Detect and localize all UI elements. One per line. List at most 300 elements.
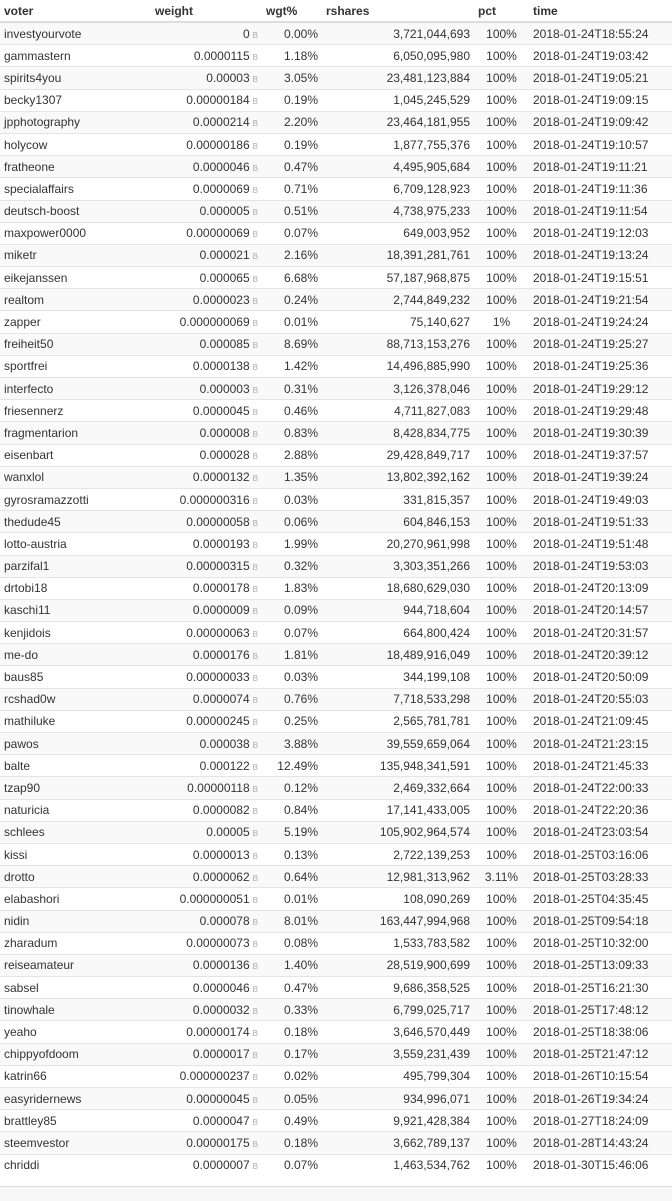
table-row [0,555,672,577]
weight-unit-label: B [252,1029,258,1039]
vote-weight [151,200,262,222]
vote-pct: 100% [474,466,529,488]
weight-unit-label: B [252,341,258,351]
table-row [0,488,672,510]
vote-weight-percent: 0.02% [262,1065,322,1087]
table-row [0,400,672,422]
vote-time: 2018-01-25T13:09:33 [529,954,672,976]
vote-time: 2018-01-24T19:11:36 [529,178,672,200]
vote-pct: 100% [474,755,529,777]
vote-rshares: 3,559,231,439 [322,1043,474,1065]
vote-rshares: 1,463,534,762 [322,1154,474,1176]
col-header-pct[interactable]: pct [474,0,529,22]
voter-name[interactable]: drtobi18 [0,577,151,599]
vote-weight-percent: 2.16% [262,244,322,266]
vote-pct: 100% [474,599,529,621]
vote-weight-percent: 12.49% [262,755,322,777]
weight-unit-label: B [252,385,258,395]
voter-name[interactable]: deutsch-boost [0,200,151,222]
vote-time: 2018-01-24T19:03:42 [529,45,672,67]
vote-pct: 1% [474,311,529,333]
voter-name[interactable]: pawos [0,733,151,755]
vote-weight [151,599,262,621]
voter-name[interactable]: chippyofdoom [0,1043,151,1065]
voter-name[interactable]: kenjidois [0,622,151,644]
vote-weight-percent: 0.06% [262,511,322,533]
vote-pct: 100% [474,799,529,821]
vote-rshares: 108,090,269 [322,888,474,910]
vote-rshares: 3,721,044,693 [322,22,474,45]
vote-weight [151,222,262,244]
vote-weight-value: 0.0000069 [192,181,250,196]
voter-name[interactable]: lotto-austria [0,533,151,555]
vote-weight-value: 0.00003 [206,70,250,85]
vote-weight-percent: 0.31% [262,378,322,400]
voter-name[interactable]: kaschi11 [0,599,151,621]
voter-name[interactable]: zapper [0,311,151,333]
vote-weight-value: 0.0000013 [192,847,250,862]
weight-unit-label: B [252,940,258,950]
vote-rshares: 20,270,961,998 [322,533,474,555]
vote-weight [151,466,262,488]
vote-weight [151,244,262,266]
voter-name[interactable]: sabsel [0,977,151,999]
weight-unit-label: B [252,296,258,306]
vote-weight-value: 0.00000073 [186,936,250,951]
table-row [0,688,672,710]
weight-unit-label: B [252,74,258,84]
vote-rshares: 2,744,849,232 [322,289,474,311]
weight-unit-label: B [252,185,258,195]
vote-weight-value: 0.00000186 [186,137,250,152]
vote-time: 2018-01-24T20:14:57 [529,599,672,621]
voter-name[interactable]: baus85 [0,666,151,688]
vote-time: 2018-01-24T23:03:54 [529,821,672,843]
vote-weight-percent: 0.03% [262,666,322,688]
voter-name[interactable]: becky1307 [0,89,151,111]
col-header-time[interactable]: time [529,0,672,22]
table-row [0,444,672,466]
vote-weight-value: 0.000000237 [179,1069,250,1084]
weight-unit-label: B [252,252,258,262]
voter-name[interactable]: spirits4you [0,67,151,89]
voter-name[interactable]: jpphotography [0,111,151,133]
vote-time: 2018-01-24T19:25:27 [529,333,672,355]
vote-weight-value: 0.0000007 [192,1158,250,1173]
vote-time: 2018-01-24T20:50:09 [529,666,672,688]
col-header-voter[interactable]: voter [0,0,151,22]
vote-pct: 100% [474,821,529,843]
table-row [0,1043,672,1065]
voter-name[interactable]: elabashori [0,888,151,910]
vote-weight-percent: 0.46% [262,400,322,422]
table-row [0,755,672,777]
table-row [0,67,672,89]
vote-pct: 100% [474,666,529,688]
vote-weight [151,666,262,688]
vote-weight-value: 0.000122 [199,758,250,773]
vote-weight-value: 0.000005 [199,204,250,219]
voter-name[interactable]: friesennerz [0,400,151,422]
voter-name[interactable]: me-do [0,644,151,666]
vote-rshares: 9,686,358,525 [322,977,474,999]
vote-weight [151,1065,262,1087]
vote-pct: 100% [474,1065,529,1087]
vote-time: 2018-01-24T19:21:54 [529,289,672,311]
vote-weight-percent: 1.40% [262,954,322,976]
vote-pct: 100% [474,200,529,222]
voter-name[interactable]: nidin [0,910,151,932]
voter-name[interactable]: kissi [0,843,151,865]
vote-weight-value: 0.0000176 [192,647,250,662]
vote-time: 2018-01-24T19:30:39 [529,422,672,444]
voter-name[interactable]: easyridernews [0,1088,151,1110]
vote-weight-value: 0.00000245 [186,714,250,729]
voter-name[interactable]: gammastern [0,45,151,67]
table-row [0,577,672,599]
voter-name[interactable]: mathiluke [0,710,151,732]
vote-time: 2018-01-24T19:39:24 [529,466,672,488]
weight-unit-label: B [252,230,258,240]
table-row [0,200,672,222]
vote-rshares: 28,519,900,699 [322,954,474,976]
vote-weight-percent: 1.18% [262,45,322,67]
vote-pct: 100% [474,999,529,1021]
vote-pct: 100% [474,156,529,178]
table-row [0,311,672,333]
weight-unit-label: B [252,1117,258,1127]
vote-weight-percent: 0.47% [262,156,322,178]
voter-name[interactable]: wanxlol [0,466,151,488]
vote-weight-value: 0.00005 [206,825,250,840]
vote-weight-value: 0.000085 [199,337,250,352]
vote-time: 2018-01-28T14:43:24 [529,1132,672,1154]
vote-rshares: 18,391,281,761 [322,244,474,266]
table-row [0,666,672,688]
vote-weight-value: 0.0000193 [192,536,250,551]
vote-weight-value: 0.000065 [199,270,250,285]
vote-weight-value: 0.0000017 [192,1047,250,1062]
weight-unit-label: B [252,1051,258,1061]
vote-weight [151,821,262,843]
vote-weight [151,267,262,289]
vote-weight [151,1021,262,1043]
vote-weight [151,1043,262,1065]
weight-unit-label: B [252,718,258,728]
vote-rshares: 14,496,885,990 [322,355,474,377]
weight-unit-label: B [252,1139,258,1149]
weight-unit-label: B [252,363,258,373]
vote-weight [151,1132,262,1154]
vote-pct: 100% [474,1110,529,1132]
vote-time: 2018-01-24T18:55:24 [529,22,672,45]
vote-pct: 100% [474,622,529,644]
weight-unit-label: B [252,873,258,883]
voter-name[interactable]: tinowhale [0,999,151,1021]
table-row [0,355,672,377]
vote-weight-value: 0.0000178 [192,581,250,596]
vote-weight [151,710,262,732]
vote-time: 2018-01-25T10:32:00 [529,932,672,954]
vote-weight-percent: 1.35% [262,466,322,488]
vote-time: 2018-01-24T19:10:57 [529,133,672,155]
table-row [0,866,672,888]
vote-rshares: 18,489,916,049 [322,644,474,666]
vote-weight-value: 0.0000062 [192,869,250,884]
table-row [0,222,672,244]
vote-pct: 100% [474,89,529,111]
weight-unit-label: B [252,674,258,684]
voter-name[interactable]: thedude45 [0,511,151,533]
voter-name[interactable]: investyourvote [0,22,151,45]
voter-name[interactable]: naturicia [0,799,151,821]
vote-weight-percent: 1.99% [262,533,322,555]
vote-time: 2018-01-25T18:38:06 [529,1021,672,1043]
vote-rshares: 7,718,533,298 [322,688,474,710]
vote-weight-percent: 0.09% [262,599,322,621]
weight-unit-label: B [252,30,258,40]
vote-rshares: 3,662,789,137 [322,1132,474,1154]
voter-name[interactable]: steemvestor [0,1132,151,1154]
voter-name[interactable]: rcshad0w [0,688,151,710]
vote-weight [151,910,262,932]
vote-weight-value: 0.0000082 [192,803,250,818]
voter-name[interactable]: realtom [0,289,151,311]
vote-rshares: 3,126,378,046 [322,378,474,400]
vote-weight [151,133,262,155]
weight-unit-label: B [252,1162,258,1172]
table-row [0,111,672,133]
vote-weight-percent: 0.47% [262,977,322,999]
table-row [0,378,672,400]
voter-name[interactable]: zharadum [0,932,151,954]
vote-rshares: 8,428,834,775 [322,422,474,444]
vote-weight [151,22,262,45]
vote-time: 2018-01-24T22:00:33 [529,777,672,799]
voter-name[interactable]: drotto [0,866,151,888]
vote-weight [151,355,262,377]
weight-unit-label: B [252,895,258,905]
vote-weight-value: 0.00000033 [186,670,250,685]
voter-name[interactable]: reiseamateur [0,954,151,976]
table-row [0,733,672,755]
vote-weight [151,400,262,422]
vote-rshares: 135,948,341,591 [322,755,474,777]
vote-rshares: 6,709,128,923 [322,178,474,200]
vote-pct: 100% [474,910,529,932]
vote-rshares: 57,187,968,875 [322,267,474,289]
voter-name[interactable]: katrin66 [0,1065,151,1087]
vote-time: 2018-01-24T19:11:21 [529,156,672,178]
vote-time: 2018-01-24T19:09:15 [529,89,672,111]
vote-weight [151,111,262,133]
vote-weight-percent: 8.01% [262,910,322,932]
vote-weight-percent: 0.33% [262,999,322,1021]
table-row [0,622,672,644]
vote-pct: 100% [474,932,529,954]
voter-name[interactable]: parzifal1 [0,555,151,577]
vote-pct: 100% [474,267,529,289]
voter-name[interactable]: chriddi [0,1154,151,1176]
vote-pct: 100% [474,777,529,799]
vote-rshares: 1,533,783,582 [322,932,474,954]
vote-pct: 100% [474,577,529,599]
vote-pct: 100% [474,444,529,466]
vote-weight-value: 0.00000045 [186,1091,250,1106]
vote-pct: 100% [474,533,529,555]
vote-time: 2018-01-24T19:53:03 [529,555,672,577]
vote-weight-percent: 0.07% [262,222,322,244]
weight-unit-label: B [252,319,258,329]
table-row [0,422,672,444]
vote-weight [151,888,262,910]
vote-time: 2018-01-30T15:46:06 [529,1154,672,1176]
vote-weight [151,954,262,976]
voter-name[interactable]: yeaho [0,1021,151,1043]
voter-name[interactable]: maxpower0000 [0,222,151,244]
vote-rshares: 4,495,905,684 [322,156,474,178]
table-row [0,599,672,621]
vote-weight-percent: 8.69% [262,333,322,355]
vote-rshares: 344,199,108 [322,666,474,688]
voter-name[interactable]: eisenbart [0,444,151,466]
vote-rshares: 1,045,245,529 [322,89,474,111]
table-row [0,1132,672,1154]
vote-time: 2018-01-24T20:31:57 [529,622,672,644]
vote-weight [151,311,262,333]
voter-name[interactable]: tzap90 [0,777,151,799]
voter-name[interactable]: gyrosramazzotti [0,488,151,510]
voter-name[interactable]: specialaffairs [0,178,151,200]
table-row [0,954,672,976]
table-row [0,178,672,200]
vote-weight-value: 0.000038 [199,736,250,751]
vote-weight [151,178,262,200]
table-row [0,999,672,1021]
voter-name[interactable]: freiheit50 [0,333,151,355]
vote-weight-percent: 0.01% [262,888,322,910]
weight-unit-label: B [252,829,258,839]
weight-unit-label: B [252,429,258,439]
vote-weight-percent: 0.01% [262,311,322,333]
vote-weight [151,555,262,577]
vote-weight [151,577,262,599]
vote-rshares: 39,559,659,064 [322,733,474,755]
voter-name[interactable]: sportfrei [0,355,151,377]
vote-time: 2018-01-24T19:37:57 [529,444,672,466]
vote-weight [151,533,262,555]
col-header-weight[interactable]: weight [151,0,262,22]
voter-name[interactable]: fratheone [0,156,151,178]
weight-unit-label: B [252,807,258,817]
vote-rshares: 2,565,781,781 [322,710,474,732]
vote-weight-value: 0.00000174 [186,1025,250,1040]
vote-weight-value: 0.00000069 [186,226,250,241]
vote-weight [151,622,262,644]
vote-pct: 100% [474,355,529,377]
vote-weight-percent: 0.64% [262,866,322,888]
voter-name[interactable]: holycow [0,133,151,155]
table-row [0,22,672,45]
vote-weight-percent: 0.19% [262,133,322,155]
vote-weight [151,977,262,999]
vote-pct: 100% [474,289,529,311]
col-header-rshares[interactable]: rshares [322,0,474,22]
vote-weight-percent: 0.17% [262,1043,322,1065]
vote-weight-percent: 0.18% [262,1132,322,1154]
table-row [0,267,672,289]
vote-rshares: 12,981,313,962 [322,866,474,888]
vote-rshares: 163,447,994,968 [322,910,474,932]
col-header-wgt-pct[interactable]: wgt% [262,0,322,22]
vote-weight-percent: 0.51% [262,200,322,222]
weight-unit-label: B [252,518,258,528]
vote-pct: 100% [474,1132,529,1154]
voter-name[interactable]: miketr [0,244,151,266]
voter-name[interactable]: eikejanssen [0,267,151,289]
weight-unit-label: B [252,97,258,107]
vote-weight-percent: 0.83% [262,422,322,444]
table-row [0,533,672,555]
vote-weight-percent: 0.00% [262,22,322,45]
vote-weight-value: 0.0000023 [192,292,250,307]
vote-rshares: 18,680,629,030 [322,577,474,599]
voter-name[interactable]: brattley85 [0,1110,151,1132]
vote-weight [151,511,262,533]
vote-weight-value: 0.00000175 [186,1135,250,1150]
vote-weight [151,688,262,710]
table-row [0,244,672,266]
voter-name[interactable]: schlees [0,821,151,843]
vote-time: 2018-01-25T03:16:06 [529,843,672,865]
vote-weight-value: 0.0000074 [192,692,250,707]
weight-unit-label: B [252,119,258,129]
vote-rshares: 23,464,181,955 [322,111,474,133]
vote-pct: 100% [474,1088,529,1110]
voter-name[interactable]: interfecto [0,378,151,400]
table-row [0,644,672,666]
vote-time: 2018-01-24T19:05:21 [529,67,672,89]
weight-unit-label: B [252,607,258,617]
vote-rshares: 3,646,570,449 [322,1021,474,1043]
vote-weight-value: 0.0000136 [192,958,250,973]
vote-rshares: 1,877,755,376 [322,133,474,155]
vote-weight-value: 0.00000184 [186,93,250,108]
weight-unit-label: B [252,274,258,284]
vote-time: 2018-01-24T19:13:24 [529,244,672,266]
vote-rshares: 23,481,123,884 [322,67,474,89]
voter-name[interactable]: balte [0,755,151,777]
vote-weight [151,333,262,355]
vote-weight-percent: 0.49% [262,1110,322,1132]
vote-pct: 100% [474,733,529,755]
vote-rshares: 604,846,153 [322,511,474,533]
weight-unit-label: B [252,540,258,550]
table-row [0,511,672,533]
table-row [0,133,672,155]
vote-pct: 100% [474,1043,529,1065]
table-row [0,843,672,865]
vote-pct: 100% [474,178,529,200]
vote-weight [151,289,262,311]
vote-pct: 100% [474,710,529,732]
vote-pct: 100% [474,1021,529,1043]
weight-unit-label: B [252,585,258,595]
voter-name[interactable]: fragmentarion [0,422,151,444]
vote-pct: 100% [474,45,529,67]
vote-pct: 100% [474,67,529,89]
weight-unit-label: B [252,851,258,861]
